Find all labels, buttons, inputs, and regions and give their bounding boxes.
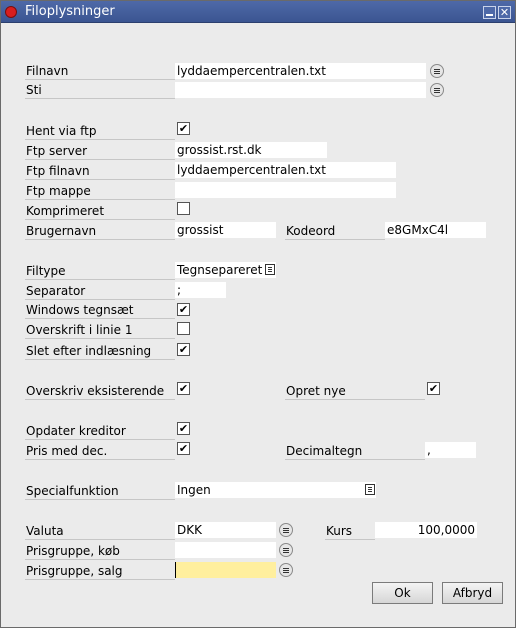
prisgruppe-koeb-lookup-icon[interactable] bbox=[279, 543, 293, 557]
close-icon[interactable]: ✕ bbox=[499, 6, 510, 19]
sti-lookup-icon[interactable] bbox=[430, 83, 444, 97]
brugernavn-label: Brugernavn bbox=[25, 222, 175, 240]
filtype-dropdown-icon[interactable] bbox=[265, 264, 275, 275]
separator-label: Separator bbox=[25, 282, 175, 300]
prisgruppe-koeb-field[interactable] bbox=[175, 542, 276, 558]
komprimeret-checkbox[interactable] bbox=[177, 202, 190, 215]
kodeord-field[interactable]: e8GMxC4l bbox=[385, 222, 486, 238]
prisgruppe-salg-field[interactable] bbox=[175, 562, 276, 578]
windows-tegnsaet-checkbox[interactable]: ✔ bbox=[178, 303, 189, 316]
app-icon bbox=[5, 6, 17, 18]
slet-efter-label: Slet efter indlæsning bbox=[25, 342, 175, 360]
slet-efter-checkbox[interactable]: ✔ bbox=[178, 343, 189, 356]
prisgruppe-salg-label: Prisgruppe, salg bbox=[25, 562, 175, 580]
filnavn-lookup-icon[interactable] bbox=[430, 64, 444, 78]
valuta-label: Valuta bbox=[25, 522, 175, 540]
sti-field[interactable] bbox=[175, 82, 426, 98]
specialfunktion-dropdown-icon[interactable] bbox=[365, 484, 375, 495]
ok-button[interactable]: Ok bbox=[372, 582, 433, 604]
ftp-mappe-field[interactable] bbox=[175, 182, 396, 198]
kurs-label: Kurs bbox=[325, 522, 375, 540]
overskrift-label: Overskrift i linie 1 bbox=[25, 321, 175, 339]
specialfunktion-select[interactable]: Ingen bbox=[175, 482, 376, 498]
komprimeret-label: Komprimeret bbox=[25, 202, 175, 220]
windows-tegnsaet-label: Windows tegnsæt bbox=[25, 301, 175, 319]
hent-via-ftp-checkbox[interactable]: ✔ bbox=[178, 122, 189, 135]
overskrift-checkbox[interactable] bbox=[177, 322, 190, 335]
window-title: Filoplysninger bbox=[25, 4, 115, 19]
decimaltegn-field[interactable]: , bbox=[425, 442, 476, 458]
opret-nye-label: Opret nye bbox=[285, 382, 425, 400]
ftp-mappe-label: Ftp mappe bbox=[25, 182, 175, 200]
opret-nye-checkbox[interactable]: ✔ bbox=[428, 382, 439, 395]
kodeord-label: Kodeord bbox=[285, 222, 385, 240]
specialfunktion-label: Specialfunktion bbox=[25, 482, 175, 500]
minimize-icon[interactable] bbox=[483, 6, 496, 19]
pris-med-dec-checkbox[interactable]: ✔ bbox=[178, 442, 189, 455]
filtype-select[interactable]: Tegnsepareret bbox=[175, 262, 276, 278]
filtype-label: Filtype bbox=[25, 262, 175, 280]
opdater-kreditor-label: Opdater kreditor bbox=[25, 422, 175, 440]
title-bar[interactable] bbox=[1, 1, 515, 23]
brugernavn-field[interactable]: grossist bbox=[175, 222, 276, 238]
ftp-filnavn-field[interactable]: lyddaempercentralen.txt bbox=[175, 162, 396, 178]
ftp-server-field[interactable]: grossist.rst.dk bbox=[175, 142, 327, 158]
separator-field[interactable]: ; bbox=[175, 282, 226, 298]
pris-med-dec-label: Pris med dec. bbox=[25, 442, 175, 460]
cancel-button[interactable]: Afbryd bbox=[442, 582, 503, 604]
prisgruppe-salg-lookup-icon[interactable] bbox=[279, 563, 293, 577]
valuta-lookup-icon[interactable] bbox=[279, 523, 293, 537]
filnavn-field[interactable]: lyddaempercentralen.txt bbox=[175, 63, 426, 79]
prisgruppe-koeb-label: Prisgruppe, køb bbox=[25, 542, 175, 560]
overskriv-label: Overskriv eksisterende bbox=[25, 382, 175, 400]
hent-via-ftp-label: Hent via ftp bbox=[25, 122, 175, 140]
decimaltegn-label: Decimaltegn bbox=[285, 442, 425, 460]
opdater-kreditor-checkbox[interactable]: ✔ bbox=[178, 422, 189, 435]
valuta-field[interactable]: DKK bbox=[175, 522, 276, 538]
filnavn-label: Filnavn bbox=[25, 62, 175, 80]
sti-label: Sti bbox=[25, 81, 175, 99]
overskriv-checkbox[interactable]: ✔ bbox=[178, 382, 189, 395]
ftp-server-label: Ftp server bbox=[25, 142, 175, 160]
kurs-field[interactable]: 100,0000 bbox=[375, 522, 477, 538]
ftp-filnavn-label: Ftp filnavn bbox=[25, 162, 175, 180]
